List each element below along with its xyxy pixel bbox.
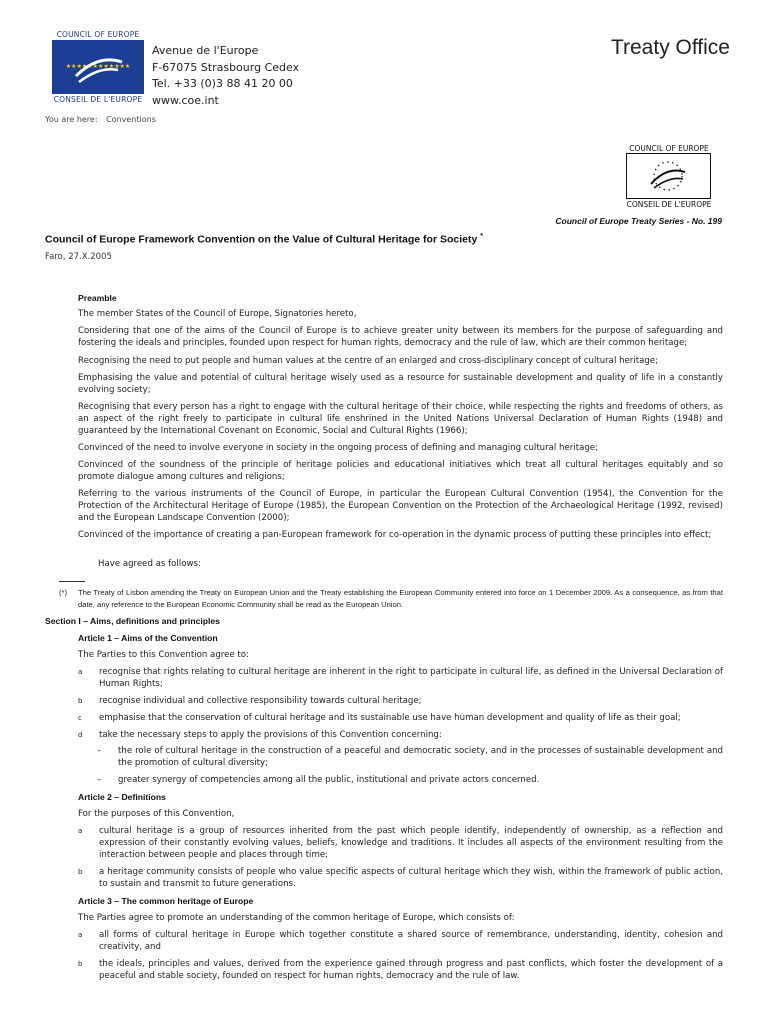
list-marker: b — [78, 960, 83, 968]
footnote — [59, 587, 723, 610]
list-item-text: a heritage community consists of people who value specific aspects of cultural heritage which they wish, within the framework of public action, to sustain and transmit to future generations. — [99, 867, 723, 889]
list-marker: d — [78, 731, 83, 739]
preamble-paragraph: Referring to the various instruments of the Council of Europe, in particular the European Cultural Convention (1954), the Convention for the Protection of the Architectural Heritage of Europe (1985), the European Convention on the Protection of the Archaeological Heritage (1992, revised) and the European Landscape Convention (2000); — [78, 489, 723, 523]
preamble-paragraph: Recognising the need to put people and human values at the centre of an enlarged and cross-disciplinary concept of cultural heritage; — [78, 356, 658, 366]
address-website[interactable]: www.coe.int — [152, 93, 219, 107]
article-1-heading: Article 1 – Aims of the Convention — [78, 633, 218, 643]
breadcrumb — [45, 115, 156, 124]
preamble-paragraph: The member States of the Council of Europe, Signatories hereto, — [78, 309, 357, 319]
list-item — [78, 667, 723, 691]
list-marker: a — [78, 668, 83, 676]
address-phone: Tel. +33 (0)3 88 41 20 00 — [152, 77, 293, 90]
preamble-heading: Preamble — [78, 293, 117, 303]
list-marker: a — [78, 827, 83, 835]
preamble-paragraph: Convinced of the need to involve everyone in society in the ongoing process of defining and managing cultural heritage; — [78, 443, 598, 453]
article-3-intro: The Parties agree to promote an understanding of the common heritage of Europe, which consists of: — [78, 913, 515, 923]
breadcrumb-conventions-link[interactable]: Conventions — [106, 115, 156, 124]
preamble-paragraph: Convinced of the importance of creating a pan-European framework for co-operation in the dynamic process of putting these principles into effect; — [78, 530, 712, 540]
breadcrumb-label: You are here: — [45, 115, 98, 124]
list-marker: b — [78, 697, 83, 705]
sub-list-item-text: greater synergy of competencies among all the public, institutional and private actors concerned. — [118, 775, 540, 785]
list-item-text: cultural heritage is a group of resources inherited from the past which people identify, independently of ownership, as a reflection and expression of their constantly evolving values, beliefs, knowledge and traditions. It includes all aspects of the environment resulting from the interaction between people and places through time; — [99, 826, 723, 860]
document-title — [45, 233, 483, 246]
footnote-reference[interactable]: * — [480, 233, 483, 240]
document-date: Faro, 27.X.2005 — [45, 252, 112, 262]
dash-marker: – — [97, 775, 102, 785]
list-item — [78, 867, 723, 891]
dash-marker: – — [97, 746, 102, 756]
preamble-paragraph: Emphasising the value and potential of cultural heritage wisely used as a resource for sustainable development and quality of life in a constantly evolving society; — [78, 373, 723, 395]
section-heading: Section I – Aims, definitions and principles — [45, 616, 220, 626]
logo-bottom-text: CONSEIL DE L'EUROPE — [53, 95, 143, 104]
list-item — [78, 930, 723, 954]
footnote-text: The Treaty of Lisbon amending the Treaty on European Union and the Treaty establishing the European Community entered into force on 1 December 2009. As a consequence, as from that date, any reference to the European Economic Community shall be read as the European Union. — [78, 588, 723, 609]
preamble-paragraph: Recognising that every person has a right to engage with the cultural heritage of their choice, while respecting the rights and freedoms of others, as an aspect of the right freely to participate in cultural life enshrined in the United Nations Universal Declaration of Human Rights (1948) and guaranteed by the International Covenant on Economic, Social and Cultural Rights (1966); — [78, 402, 723, 436]
preamble-paragraph: Considering that one of the aims of the Council of Europe is to achieve greater unity between its members for the purpose of safeguarding and fostering the ideals and principles, founded upon respect for human rights, democracy and the rule of law, which are their common heritage; — [78, 326, 723, 348]
list-item-text: all forms of cultural heritage in Europe which together constitute a shared source of remembrance, understanding, identity, cohesion and creativity, and — [99, 930, 723, 952]
coe-logo[interactable] — [50, 30, 146, 106]
sub-list-item — [97, 746, 723, 770]
list-item-text: take the necessary steps to apply the provisions of this Convention concerning: — [99, 730, 442, 740]
preamble-paragraph: Convinced of the soundness of the principle of heritage policies and educational initiatives which treat all cultural heritages equitably and so promote dialogue among cultures and religions; — [78, 460, 723, 482]
doc-logo-top: COUNCIL OF EUROPE — [629, 144, 709, 153]
address-block — [152, 43, 299, 109]
treaty-office-title: Treaty Office — [610, 36, 730, 59]
article-1-intro: The Parties to this Convention agree to: — [78, 650, 249, 660]
list-item-text: emphasise that the conservation of cultural heritage and its sustainable use have human development and quality of life as their goal; — [99, 713, 681, 723]
list-item — [78, 959, 723, 983]
address-line: Avenue de l'Europe — [152, 44, 259, 57]
footnote-marker: (*) — [59, 588, 68, 597]
doc-logo-bottom: CONSEIL DE L'EUROPE — [626, 200, 712, 209]
list-item — [78, 696, 723, 708]
footnote-divider — [59, 581, 85, 582]
document-title-text: Council of Europe Framework Convention on the Value of Cultural Heritage for Society — [45, 233, 478, 246]
doc-logo — [623, 144, 715, 210]
stars-circle-icon — [52, 40, 144, 94]
list-item — [78, 730, 723, 742]
treaty-series: Council of Europe Treaty Series - No. 199 — [555, 216, 722, 226]
logo-top-text: COUNCIL OF EUROPE — [56, 30, 140, 39]
doc-logo-emblem — [626, 153, 711, 199]
article-3-heading: Article 3 – The common heritage of Europe — [78, 896, 254, 906]
list-marker: a — [78, 931, 83, 939]
list-item — [78, 713, 723, 725]
list-item — [78, 826, 723, 861]
sub-list-item-text: the role of cultural heritage in the construction of a peaceful and democratic society, and in the processes of sustainable development and the promotion of cultural diversity; — [118, 746, 723, 768]
article-2-intro: For the purposes of this Convention, — [78, 809, 235, 819]
logo-stars: ★★★★★★★★★★★★ — [65, 63, 131, 70]
sub-list-item — [97, 775, 723, 787]
article-2-heading: Article 2 – Definitions — [78, 792, 166, 802]
address-line: F-67075 Strasbourg Cedex — [152, 60, 300, 74]
list-item-text: recognise that rights relating to cultural heritage are inherent in the right to participate in cultural life, as defined in the Universal Declaration of Human Rights; — [99, 667, 723, 689]
list-item-text: the ideals, principles and values, derived from the experience gained through progress and past conflicts, which foster the development of a peaceful and stable society, founded on respect for human rights, democracy and the rule of law. — [99, 959, 723, 981]
logo-emblem — [52, 40, 144, 94]
list-item-text: recognise individual and collective responsibility towards cultural heritage; — [99, 696, 422, 706]
stars-circle-icon — [627, 154, 710, 198]
list-marker: c — [78, 714, 82, 722]
list-marker: b — [78, 868, 83, 876]
agreed-text: Have agreed as follows: — [98, 559, 201, 569]
